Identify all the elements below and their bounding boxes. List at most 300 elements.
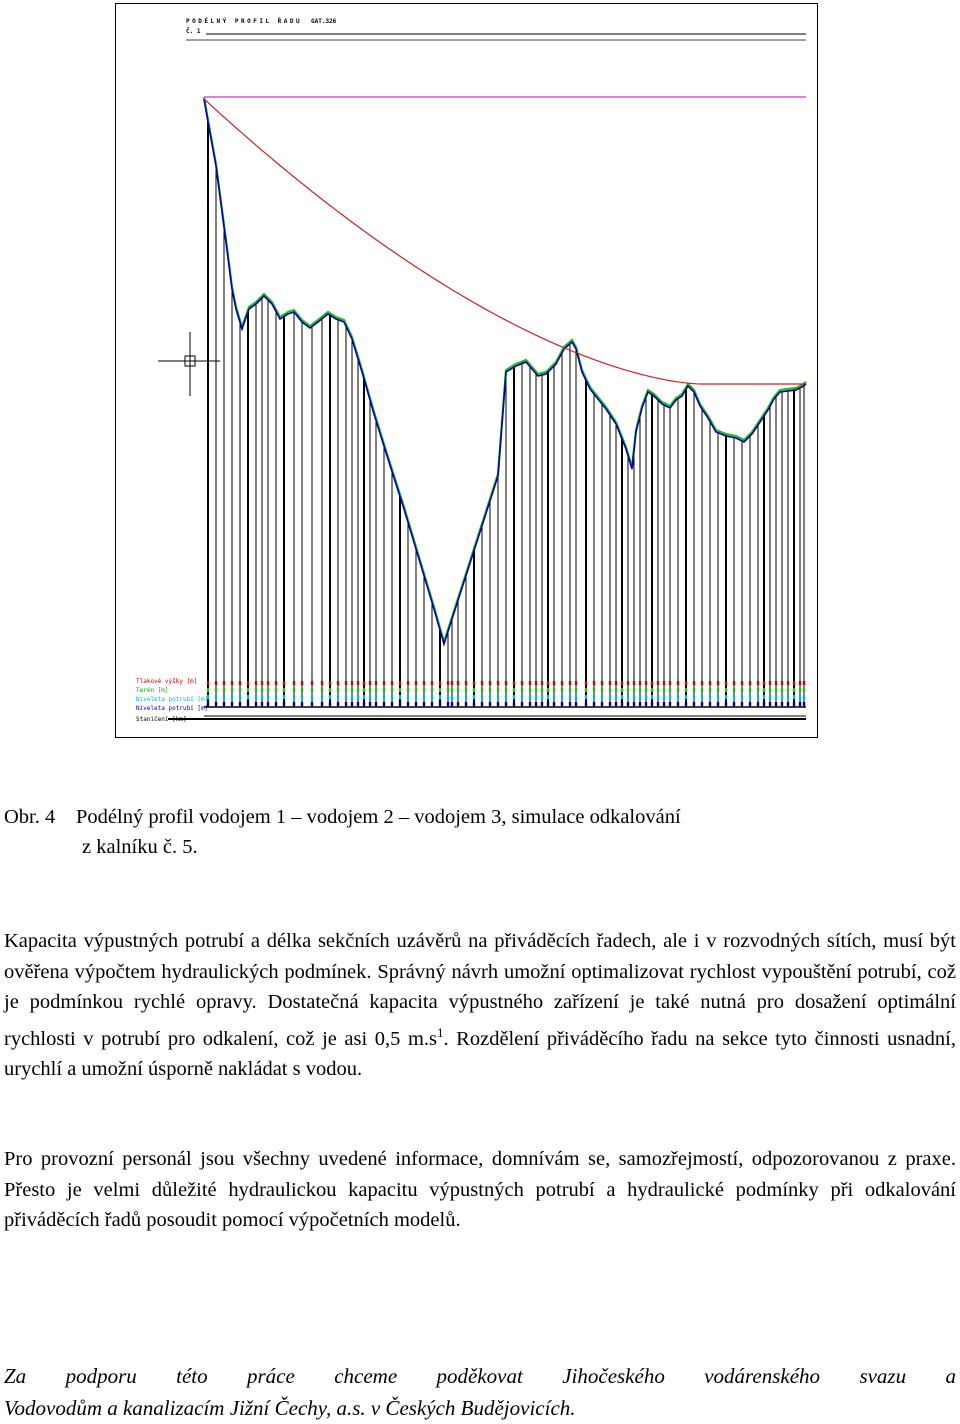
station-marker — [399, 695, 401, 699]
station-marker — [645, 681, 647, 685]
station-marker — [311, 695, 313, 699]
station-marker — [615, 702, 617, 706]
station-marker — [541, 688, 543, 692]
station-marker — [651, 681, 653, 685]
station-marker — [239, 688, 241, 692]
station-marker — [505, 688, 507, 692]
station-marker — [601, 681, 603, 685]
station-verticals — [208, 120, 804, 707]
station-marker — [357, 688, 359, 692]
station-marker — [585, 695, 587, 699]
station-marker — [553, 695, 555, 699]
station-marker — [775, 688, 777, 692]
station-marker — [561, 688, 563, 692]
station-marker — [207, 688, 209, 692]
station-marker — [247, 702, 249, 706]
station-marker — [283, 702, 285, 706]
station-marker — [451, 681, 453, 685]
station-marker — [497, 695, 499, 699]
station-marker — [593, 702, 595, 706]
station-marker — [763, 702, 765, 706]
station-marker — [535, 695, 537, 699]
figure-title: PODÉLNÝ PROFIL ŘADU — [186, 18, 303, 25]
station-marker — [733, 702, 735, 706]
station-marker — [803, 688, 805, 692]
station-marker — [803, 702, 805, 706]
station-marker — [363, 681, 365, 685]
station-marker — [223, 702, 225, 706]
caption-label: Obr. 4 — [4, 806, 56, 828]
station-marker — [685, 688, 687, 692]
station-marker — [757, 702, 759, 706]
station-marker — [775, 695, 777, 699]
station-marker — [311, 702, 313, 706]
station-marker — [657, 695, 659, 699]
station-marker — [337, 688, 339, 692]
station-marker — [457, 688, 459, 692]
station-marker — [561, 702, 563, 706]
station-marker — [639, 702, 641, 706]
station-marker — [383, 702, 385, 706]
station-marker — [615, 688, 617, 692]
station-marker — [627, 688, 629, 692]
station-marker — [473, 681, 475, 685]
station-marker — [351, 695, 353, 699]
station-marker — [749, 702, 751, 706]
station-marker — [741, 688, 743, 692]
station-marker — [535, 702, 537, 706]
station-marker — [757, 681, 759, 685]
station-marker — [369, 688, 371, 692]
station-marker — [383, 695, 385, 699]
station-marker — [261, 702, 263, 706]
station-marker — [585, 688, 587, 692]
station-marker — [447, 681, 449, 685]
station-marker — [489, 702, 491, 706]
station-marker — [547, 688, 549, 692]
station-marker — [447, 702, 449, 706]
station-marker — [329, 681, 331, 685]
station-marker — [465, 695, 467, 699]
station-marker — [733, 681, 735, 685]
station-marker — [693, 702, 695, 706]
station-marker — [363, 688, 365, 692]
station-marker — [407, 681, 409, 685]
station-marker — [757, 695, 759, 699]
station-marker — [717, 681, 719, 685]
station-marker — [321, 688, 323, 692]
station-marker — [505, 702, 507, 706]
station-marker — [561, 695, 563, 699]
station-marker — [633, 695, 635, 699]
station-marker — [741, 702, 743, 706]
station-marker — [283, 695, 285, 699]
station-marker — [293, 688, 295, 692]
station-marker — [301, 688, 303, 692]
station-marker — [585, 681, 587, 685]
station-marker — [781, 688, 783, 692]
station-marker — [275, 695, 277, 699]
station-marker — [709, 688, 711, 692]
station-marker — [375, 695, 377, 699]
station-marker — [357, 695, 359, 699]
station-marker — [553, 688, 555, 692]
station-marker — [399, 702, 401, 706]
station-marker — [363, 702, 365, 706]
station-marker — [321, 702, 323, 706]
station-marker — [763, 681, 765, 685]
station-marker — [569, 695, 571, 699]
station-marker — [465, 681, 467, 685]
station-marker — [407, 702, 409, 706]
station-marker — [423, 695, 425, 699]
station-marker — [457, 695, 459, 699]
acknowledgement — [4, 1360, 956, 1424]
station-marker — [725, 688, 727, 692]
station-marker — [223, 688, 225, 692]
station-marker — [601, 695, 603, 699]
station-marker — [781, 695, 783, 699]
station-marker — [513, 681, 515, 685]
station-marker — [399, 681, 401, 685]
station-marker — [541, 695, 543, 699]
station-marker — [535, 681, 537, 685]
station-marker — [757, 688, 759, 692]
station-marker — [247, 681, 249, 685]
station-marker — [787, 695, 789, 699]
station-marker — [701, 688, 703, 692]
station-marker — [375, 688, 377, 692]
station-marker — [521, 702, 523, 706]
station-marker — [431, 688, 433, 692]
station-marker — [799, 702, 801, 706]
station-marker — [231, 688, 233, 692]
station-marker — [457, 702, 459, 706]
station-marker — [267, 702, 269, 706]
station-marker — [369, 681, 371, 685]
station-marker — [769, 681, 771, 685]
station-marker — [301, 681, 303, 685]
station-marker — [547, 695, 549, 699]
station-marker — [741, 695, 743, 699]
station-marker — [693, 695, 695, 699]
station-marker — [639, 695, 641, 699]
station-marker — [639, 681, 641, 685]
station-marker — [677, 688, 679, 692]
station-marker — [663, 688, 665, 692]
station-marker — [651, 688, 653, 692]
profile-figure — [115, 3, 818, 738]
station-marker — [521, 695, 523, 699]
station-marker — [439, 702, 441, 706]
station-marker — [447, 688, 449, 692]
paragraph-capacity-sup: 1 — [437, 1024, 444, 1040]
station-marker — [275, 702, 277, 706]
station-marker — [621, 695, 623, 699]
station-marker — [553, 681, 555, 685]
station-marker — [677, 695, 679, 699]
station-marker — [627, 681, 629, 685]
station-marker — [787, 681, 789, 685]
station-marker — [337, 681, 339, 685]
station-marker — [465, 688, 467, 692]
station-marker — [669, 702, 671, 706]
station-marker — [657, 688, 659, 692]
station-marker — [633, 688, 635, 692]
station-marker — [799, 681, 801, 685]
station-marker — [663, 681, 665, 685]
station-marker — [415, 702, 417, 706]
station-marker — [267, 681, 269, 685]
station-marker — [725, 695, 727, 699]
paragraph-personnel: Pro provozní personál jsou všechny uvedené informace, domnívám se, samozřejmostí, odpozorovanou z praxe. Přesto je velmi důležité hydraulickou kapacitu výpustných potrubí a hydraulické podmínky při odkalování přiváděcích řadů posoudit pomocí výpočetních modelů. — [4, 1148, 956, 1231]
station-marker — [399, 688, 401, 692]
station-marker — [749, 695, 751, 699]
station-marker — [535, 688, 537, 692]
station-marker — [383, 688, 385, 692]
legend-scale: Staničení [km] — [136, 716, 187, 723]
station-marker — [749, 688, 751, 692]
station-marker — [473, 702, 475, 706]
station-marker — [497, 688, 499, 692]
station-marker — [283, 688, 285, 692]
station-marker — [215, 702, 217, 706]
station-marker — [669, 681, 671, 685]
station-marker — [615, 681, 617, 685]
station-marker — [521, 688, 523, 692]
station-marker — [375, 681, 377, 685]
station-marker — [247, 688, 249, 692]
station-marker — [473, 688, 475, 692]
station-marker — [701, 681, 703, 685]
station-marker — [415, 681, 417, 685]
caption-line1: Podélný profil vodojem 1 – vodojem 2 – vodojem 3, simulace odkalování — [76, 806, 681, 828]
station-marker — [645, 688, 647, 692]
station-marker — [457, 681, 459, 685]
station-marker — [803, 695, 805, 699]
station-marker — [489, 688, 491, 692]
station-marker — [663, 702, 665, 706]
station-marker — [207, 681, 209, 685]
station-marker — [575, 702, 577, 706]
station-marker — [569, 681, 571, 685]
figure-subtitle: Č. 1 — [186, 28, 201, 35]
station-marker — [569, 688, 571, 692]
station-marker — [231, 695, 233, 699]
station-marker — [803, 681, 805, 685]
station-marker — [621, 688, 623, 692]
station-marker — [651, 695, 653, 699]
station-marker — [301, 695, 303, 699]
station-marker — [451, 695, 453, 699]
station-marker — [337, 695, 339, 699]
station-marker — [627, 702, 629, 706]
station-marker — [321, 695, 323, 699]
station-marker — [447, 695, 449, 699]
station-marker — [451, 688, 453, 692]
station-marker — [215, 688, 217, 692]
station-marker — [763, 695, 765, 699]
station-marker — [633, 702, 635, 706]
legend-pipe: Niveleta potrubí [m] — [136, 705, 209, 712]
station-marker — [609, 681, 611, 685]
station-marker — [799, 688, 801, 692]
station-marker — [799, 695, 801, 699]
station-marker — [329, 702, 331, 706]
station-marker — [741, 681, 743, 685]
station-marker — [669, 695, 671, 699]
station-marker — [601, 688, 603, 692]
station-marker — [239, 695, 241, 699]
station-marker — [569, 702, 571, 706]
station-marker — [775, 702, 777, 706]
station-marker — [239, 702, 241, 706]
station-marker — [793, 702, 795, 706]
station-marker — [357, 702, 359, 706]
station-marker — [415, 688, 417, 692]
legend-terrain: Terén [m] — [136, 687, 169, 694]
station-marker — [521, 681, 523, 685]
station-marker — [407, 688, 409, 692]
station-marker — [769, 695, 771, 699]
station-marker — [693, 681, 695, 685]
station-marker — [709, 702, 711, 706]
station-marker — [275, 688, 277, 692]
station-marker — [575, 688, 577, 692]
station-marker — [793, 688, 795, 692]
station-marker — [489, 681, 491, 685]
station-marker — [261, 695, 263, 699]
station-marker — [215, 681, 217, 685]
station-marker — [391, 702, 393, 706]
legend-pressure: Tlakové výšky [m] — [136, 678, 198, 685]
station-marker — [247, 695, 249, 699]
station-marker — [781, 681, 783, 685]
station-marker — [391, 688, 393, 692]
station-marker — [451, 702, 453, 706]
station-marker — [575, 681, 577, 685]
station-marker — [645, 695, 647, 699]
station-marker — [337, 702, 339, 706]
station-marker — [541, 702, 543, 706]
figure-title-suffix: GAT.326 — [311, 18, 337, 25]
station-marker — [351, 681, 353, 685]
station-marker — [621, 702, 623, 706]
station-marker — [369, 695, 371, 699]
station-marker — [547, 681, 549, 685]
station-marker — [775, 681, 777, 685]
station-marker — [489, 695, 491, 699]
station-marker — [423, 702, 425, 706]
paragraph-capacity-text2: . Rozdělení přiváděcího řadu na sekce tyto činnosti usnadní, urychlí a umožní úsporně nakládat s vodou. — [4, 1027, 956, 1080]
station-marker — [329, 688, 331, 692]
acknowledgement-line1: Za podporu této práce chceme poděkovat Jihočeského vodárenského svazu a — [4, 1364, 956, 1388]
station-marker — [431, 681, 433, 685]
station-marker — [593, 695, 595, 699]
station-marker — [677, 702, 679, 706]
station-marker — [375, 702, 377, 706]
station-marker — [223, 681, 225, 685]
figure-caption — [4, 802, 954, 862]
station-marker — [223, 695, 225, 699]
station-marker — [593, 688, 595, 692]
station-marker — [621, 681, 623, 685]
legend-pipe-level: Niveleta potrubí [m] — [136, 696, 209, 703]
station-marker — [733, 688, 735, 692]
station-marker — [693, 688, 695, 692]
station-marker — [709, 681, 711, 685]
station-marker — [283, 681, 285, 685]
station-marker — [231, 702, 233, 706]
station-marker — [215, 695, 217, 699]
station-marker — [301, 702, 303, 706]
station-marker — [513, 702, 515, 706]
station-marker — [561, 681, 563, 685]
station-marker — [529, 695, 531, 699]
station-marker — [717, 702, 719, 706]
station-marker — [391, 681, 393, 685]
station-marker — [749, 681, 751, 685]
station-marker — [329, 695, 331, 699]
station-marker — [701, 702, 703, 706]
station-marker — [345, 702, 347, 706]
station-marker — [239, 681, 241, 685]
station-marker — [465, 702, 467, 706]
station-marker — [529, 681, 531, 685]
station-marker — [787, 688, 789, 692]
station-marker — [481, 695, 483, 699]
station-marker — [255, 688, 257, 692]
station-marker — [793, 695, 795, 699]
station-marker — [657, 681, 659, 685]
station-marker — [529, 702, 531, 706]
station-marker — [685, 695, 687, 699]
station-marker — [553, 702, 555, 706]
station-marker — [787, 702, 789, 706]
station-marker — [609, 688, 611, 692]
station-marker — [763, 688, 765, 692]
station-marker — [651, 702, 653, 706]
station-marker — [677, 681, 679, 685]
station-marker — [725, 702, 727, 706]
station-marker — [663, 695, 665, 699]
station-marker — [439, 681, 441, 685]
station-marker — [529, 688, 531, 692]
station-marker — [505, 681, 507, 685]
station-marker — [717, 695, 719, 699]
station-marker — [267, 695, 269, 699]
station-marker — [709, 695, 711, 699]
station-marker — [513, 688, 515, 692]
station-marker — [547, 702, 549, 706]
station-marker — [311, 688, 313, 692]
station-marker — [293, 695, 295, 699]
station-marker — [363, 695, 365, 699]
station-marker — [345, 695, 347, 699]
station-marker — [255, 695, 257, 699]
station-marker — [639, 688, 641, 692]
station-marker — [293, 702, 295, 706]
station-marker — [733, 695, 735, 699]
station-marker — [685, 702, 687, 706]
paragraph-capacity — [4, 926, 956, 1084]
station-marker — [481, 688, 483, 692]
station-marker — [593, 681, 595, 685]
station-marker — [769, 702, 771, 706]
crosshair-cursor-icon — [158, 332, 220, 396]
station-marker — [423, 681, 425, 685]
station-marker — [657, 702, 659, 706]
